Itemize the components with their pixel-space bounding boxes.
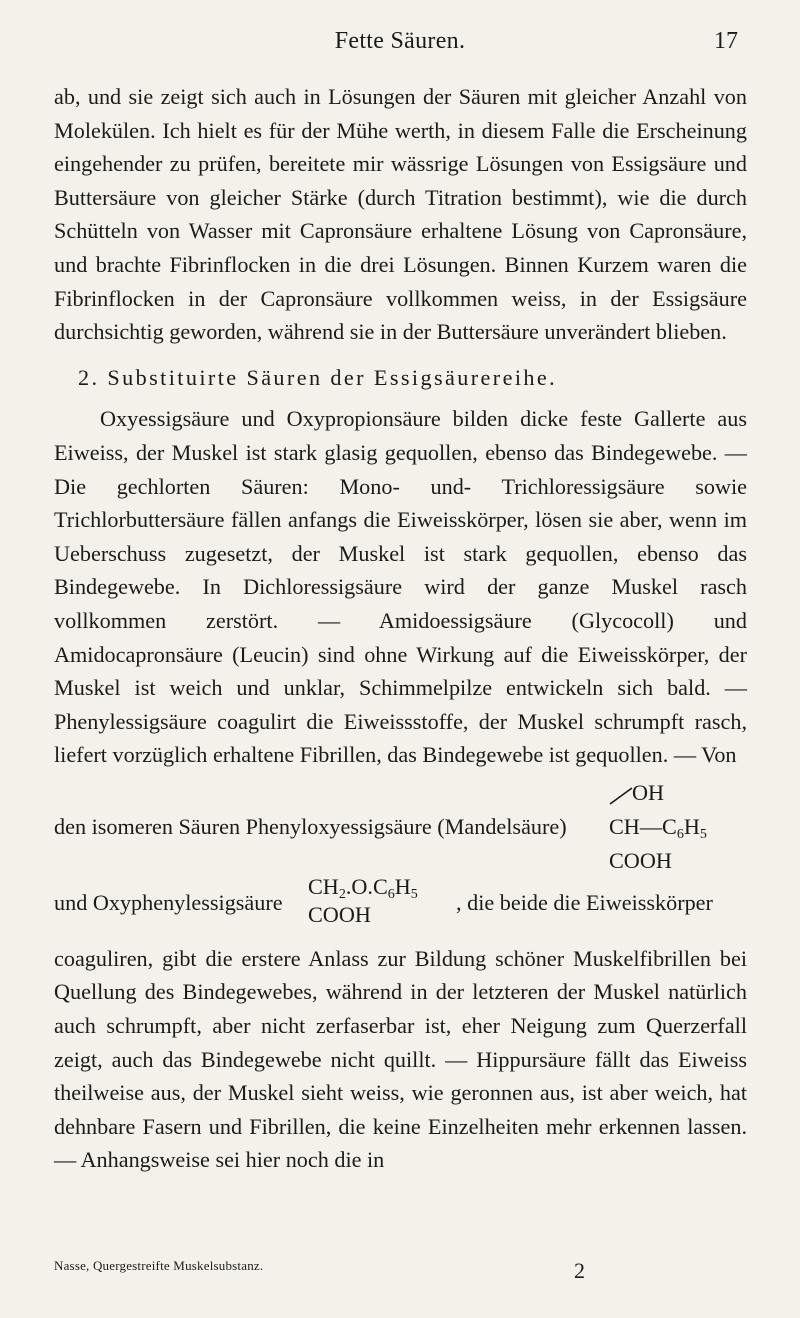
running-title: Fette Säuren. (334, 28, 466, 54)
formula-h-text: H (683, 813, 700, 839)
paragraph-3: coaguliren, gibt die erstere Anlass zur Bildung schöner Muskelfibrillen bei Quellung des Bindegewebes, während in der letzteren der Muskel natürlich auch schrumpft, aber nicht zerfaserbar ist, eher Neigung zum Querzerfall zeigt, auch das Bindegewebe nicht quillt. — Hippursäure fällt das Eiweiss theilweise aus, der Muskel sieht weiss, wie geronnen aus, ist aber weich, hat dehnbare Fasern und Fibrillen, die keine Einzelheiten mehr erkennen lassen. — Anhangsweise sei hier noch die in (54, 945, 747, 1173)
formula-h-sub: 5 (699, 826, 707, 842)
formula-oh-text: OH (632, 779, 665, 805)
formula-cooh: COOH (609, 847, 672, 873)
formula-ch-sub: 6 (676, 826, 684, 842)
footer-note: Nasse, Quergestreifte Muskelsubstanz. (54, 1258, 264, 1273)
oxy-text-after: , die beide die Eiweisskörper (456, 889, 713, 915)
oxy-top-rest: .O.C (345, 873, 388, 899)
formula-oh (632, 776, 664, 810)
oxy-top-ch: CH (308, 873, 339, 899)
formula-ch (609, 810, 707, 844)
mandel-text: den isomeren Säuren Phenyloxyessigsäure (Mandelsäure) (54, 813, 567, 839)
page-body (54, 80, 747, 1177)
section-heading: 2. Substituirte Säuren der Essigsäurereihe. (78, 364, 558, 390)
running-header (0, 28, 800, 58)
mandelsaeure-formula-line (54, 774, 747, 927)
oxy-top-sub3: 5 (410, 886, 418, 902)
oxy-text-before: und Oxyphenylessigsäure (54, 889, 283, 915)
page-number: 17 (714, 28, 738, 54)
page-footer (54, 1252, 747, 1282)
oxy-formula-bottom: COOH (308, 901, 371, 927)
oxy-top-sub2: 6 (387, 886, 395, 902)
formula-ch-text: CH—C (609, 813, 677, 839)
paragraph-1: ab, und sie zeigt sich auch in Lösungen der Säuren mit gleicher Anzahl von Molekülen. Ich hielt es für der Mühe werth, in diesem Falle die Erscheinung eingehender zu prüfen, bereitete mir wässrige Lösungen von Essigsäure und Buttersäure von gleicher Stärke (durch Titration bestimmt), wie die durch Schütteln von Wasser mit Capronsäure erhaltene Lösung von Capronsäure, und brachte Fibrinflocken in die drei Lösungen. Binnen Kurzem waren die Fibrinflocken in der Capronsäure vollkommen weiss, in der Essigsäure durchsichtig geworden, während sie in der Buttersäure unverändert blieben. (54, 84, 747, 345)
oxy-top-sub: 2 (338, 886, 346, 902)
paragraph-2: Oxyessigsäure und Oxypropionsäure bilden dicke feste Gallerte aus Eiweiss, der Muskel ist stark glasig gequollen, ebenso das Bindegewebe. — Die gechlorten Säuren: Mono- und- Trichloressigsäure sowie Trichlorbuttersäure fällen anfangs die Eiweisskörper, lösen sie aber, wenn im Ueberschuss zugesetzt, der Muskel ist stark gequollen, ebenso das Bindegewebe. In Dichloressigsäure wird der ganze Muskel rasch vollkommen zerstört. — Amidoessigsäure (Glycocoll) und Amidocapronsäure (Leucin) sind ohne Wirkung auf die Eiweisskörper, der Muskel ist weich und unklar, Schimmelpilze entwickeln sich bald. — Phenylessigsäure coagulirt die Eiweissstoffe, der Muskel schrumpft rasch, liefert vorzüglich erhaltene Fibrillen, das Bindegewebe ist gequollen. — Von (54, 406, 747, 768)
oxy-top-h: H (394, 873, 411, 899)
signature-mark: 2 (574, 1258, 585, 1283)
bond-slash-icon (608, 784, 636, 808)
